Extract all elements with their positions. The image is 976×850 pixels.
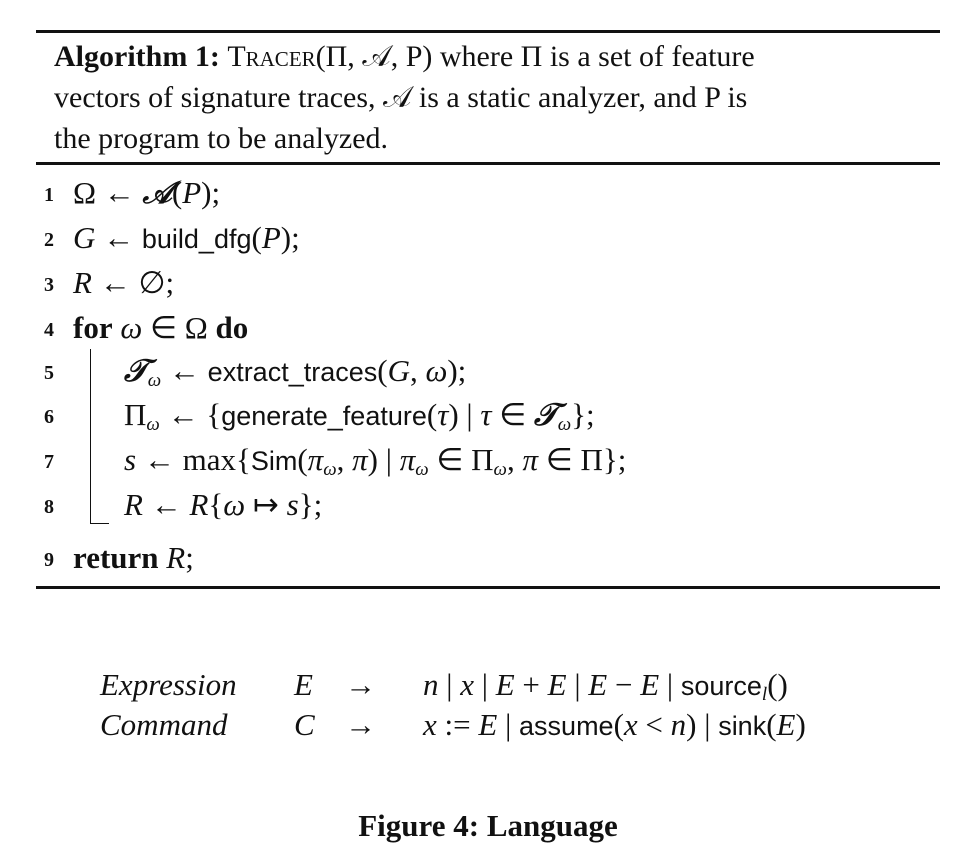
line-code: 𝒯$_\omega$ ← extract_traces(G, ω); <box>124 353 467 391</box>
line-code: return R; <box>73 540 194 575</box>
middle-rule <box>36 162 940 165</box>
algorithm-args: (Π, 𝒜, P) <box>315 40 433 73</box>
line-code: R ← R{ω ↦ s}; <box>124 487 323 522</box>
algorithm-label: Algorithm 1: <box>54 40 220 73</box>
caption-line-3: the program to be analyzed. <box>54 122 389 155</box>
line-number: 3 <box>44 274 54 296</box>
algorithm-name: Tracer <box>227 40 316 73</box>
line-code: G ← build_dfg(P); <box>73 220 300 255</box>
algorithm-caption <box>54 36 934 159</box>
grammar-arrow: → <box>345 667 376 702</box>
line-number: 4 <box>44 319 54 341</box>
grammar-arrow: → <box>345 707 376 742</box>
line-number: 1 <box>44 184 54 206</box>
grammar-symbol: C <box>294 707 315 742</box>
caption-rest: where Π is a set of feature <box>432 40 755 73</box>
caption-line-2: vectors of signature traces, 𝒜 is a static analyzer, and P is <box>54 81 748 114</box>
figure-caption: Figure 4: Language <box>358 808 618 843</box>
line-number: 7 <box>44 451 54 473</box>
line-code: Ω ← 𝒜(P); <box>73 175 221 210</box>
grammar-nonterminal-name: Command <box>100 707 228 742</box>
grammar-rhs: n | x | E + E | E − E | source$_l$() <box>423 667 788 705</box>
line-number: 8 <box>44 496 54 518</box>
top-rule <box>36 30 940 33</box>
line-code: R ← ∅; <box>73 265 175 300</box>
caption-line-1 <box>54 36 934 77</box>
grammar-nonterminal-name: Expression <box>100 667 237 702</box>
for-keyword: for <box>73 310 113 345</box>
line-number: 9 <box>44 549 54 571</box>
line-code: $\Pi_\omega$ ← {generate_feature(τ) | τ ∈ 𝒯$_\omega$}; <box>124 397 595 435</box>
bottom-rule <box>36 586 940 589</box>
do-keyword: do <box>215 310 249 345</box>
line-number: 2 <box>44 229 54 251</box>
grammar-symbol: E <box>294 667 313 702</box>
loop-body-bracket <box>90 349 109 524</box>
line-code: s ← $\max\{Sim(\pi_\omega$, π) | $\pi_\omega$ ∈ $\Pi_\omega$, π ∈ Π}; <box>124 442 627 480</box>
line-number: 6 <box>44 406 54 428</box>
return-keyword: return <box>73 540 159 575</box>
line-number: 5 <box>44 362 54 384</box>
line-code: for ω ∈ Ω do <box>73 310 249 345</box>
grammar-rhs: x := E | assume(x < n) | sink(E) <box>423 707 806 742</box>
